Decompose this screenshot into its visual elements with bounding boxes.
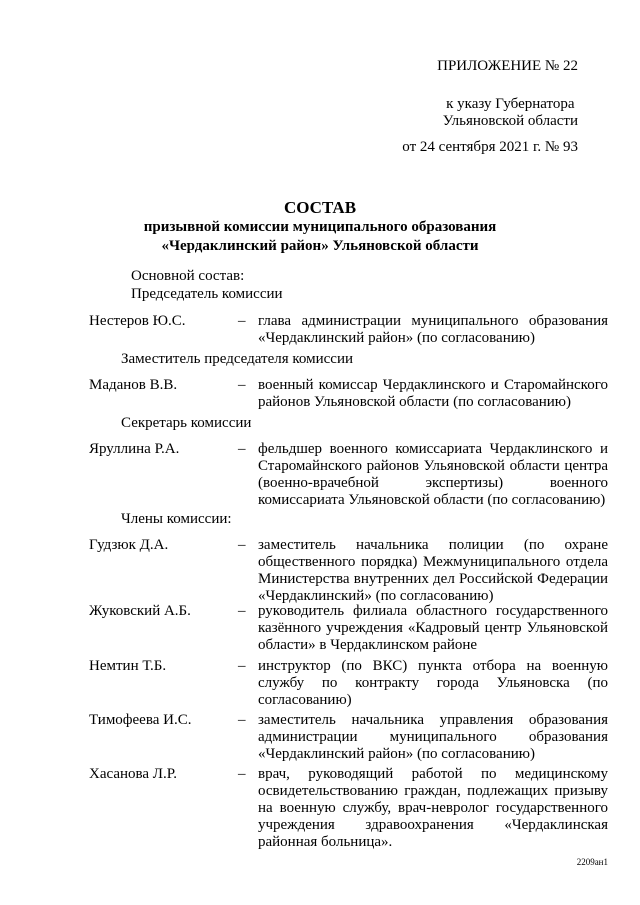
- member-name: Тимофеева И.С.: [89, 712, 192, 728]
- member-name: Нестеров Ю.С.: [89, 313, 186, 329]
- member-position: глава администрации муниципального образования «Чердаклинский район» (по согласованию): [258, 313, 608, 346]
- title-main: СОСТАВ: [283, 198, 357, 217]
- member-name: Гудзюк Д.А.: [89, 537, 169, 553]
- member-name: Немтин Т.Б.: [89, 658, 167, 674]
- appendix-number: ПРИЛОЖЕНИЕ № 22: [437, 58, 578, 74]
- section-chairman: Председатель комиссии: [131, 286, 283, 302]
- section-secretary: Секретарь комиссии: [121, 415, 252, 431]
- entry-dash: –: [238, 537, 246, 553]
- entry-dash: –: [238, 712, 246, 728]
- decree-date: от 24 сентября 2021 г. № 93: [402, 139, 578, 155]
- member-name: Яруллина Р.А.: [89, 441, 180, 457]
- decree-line-1: к указу Губернатора: [446, 96, 575, 112]
- member-position: фельдшер военного комиссариата Чердаклинского и Старомайнского районов Ульяновской области центра (военно-врачебной экспертизы) военного комиссариата Ульяновской области (по согласованию): [258, 441, 608, 508]
- member-position: заместитель начальника полиции (по охране общественного порядка) Межмуниципального отдела Министерства внутренних дел Российской Федерации «Чердаклинский» (по согласованию): [258, 537, 608, 604]
- member-position: заместитель начальника управления образования администрации муниципального образования «Чердаклинский район» (по согласованию): [258, 712, 608, 762]
- member-name: Хасанова Л.Р.: [89, 766, 177, 782]
- member-name: Жуковский А.Б.: [89, 603, 191, 619]
- member-position: военный комиссар Чердаклинского и Старомайнского районов Ульяновской области (по согласованию): [258, 377, 608, 410]
- title-line-2: призывной комиссии муниципального образования: [143, 219, 497, 235]
- document-code: 2209ан1: [576, 857, 608, 867]
- entry-dash: –: [238, 313, 246, 329]
- entry-dash: –: [238, 658, 246, 674]
- section-members: Члены комиссии:: [121, 511, 232, 527]
- section-deputy: Заместитель председателя комиссии: [121, 351, 354, 367]
- decree-line-2: Ульяновской области: [442, 113, 578, 129]
- document-title: [0, 198, 640, 256]
- title-line-3: «Чердаклинский район» Ульяновской области: [161, 238, 479, 254]
- entry-dash: –: [238, 377, 246, 393]
- entry-dash: –: [238, 603, 246, 619]
- decree-reference: [443, 96, 578, 130]
- entry-dash: –: [238, 766, 246, 782]
- member-position: руководитель филиала областного государственного казённого учреждения «Кадровый центр Ульяновской области» в Чердаклинском районе: [258, 603, 608, 653]
- entry-dash: –: [238, 441, 246, 457]
- member-name: Маданов В.В.: [89, 377, 178, 393]
- member-position: инструктор (по ВКС) пункта отбора на военную службу по контракту города Ульяновска (по согласованию): [258, 658, 608, 708]
- member-position: врач, руководящий работой по медицинскому освидетельствованию граждан, подлежащих призыву на военную службу, врач-невролог государственного учреждения здравоохранения «Чердаклинская районная больница».: [258, 766, 608, 850]
- section-main-composition: Основной состав:: [131, 268, 245, 284]
